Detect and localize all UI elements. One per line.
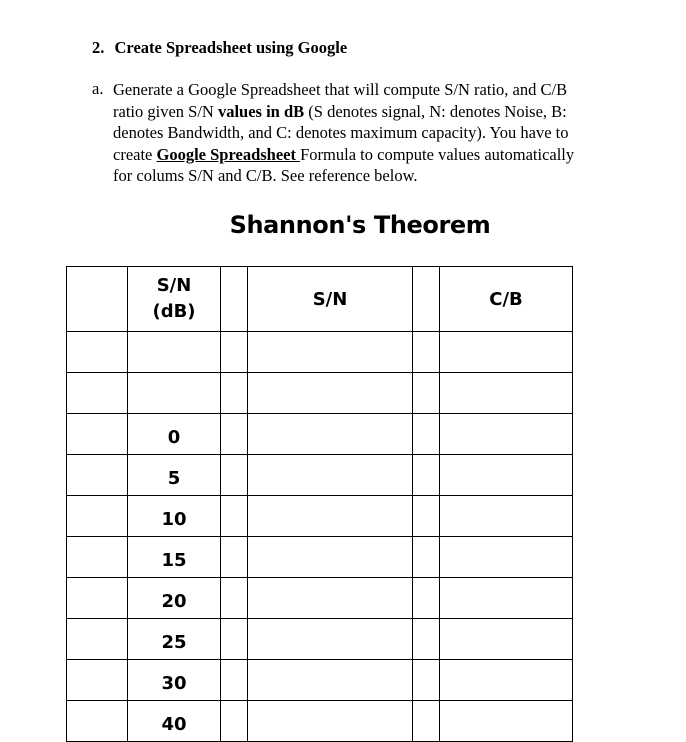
cell-cb[interactable] bbox=[440, 537, 573, 578]
cell-blank[interactable] bbox=[67, 496, 128, 537]
table-row bbox=[67, 332, 573, 373]
cell-blank[interactable] bbox=[221, 373, 248, 414]
cell-sn-db[interactable]: 30 bbox=[128, 660, 221, 701]
cell-blank[interactable] bbox=[221, 332, 248, 373]
cell-blank[interactable] bbox=[221, 578, 248, 619]
cell-blank[interactable] bbox=[221, 701, 248, 742]
paragraph-line-2 bbox=[113, 101, 653, 123]
table-row bbox=[67, 701, 573, 742]
cell-blank[interactable] bbox=[221, 619, 248, 660]
cell-blank[interactable] bbox=[221, 660, 248, 701]
cell-sn-db[interactable]: 40 bbox=[128, 701, 221, 742]
header-sn: S/N bbox=[248, 267, 413, 332]
paragraph-line-1: Generate a Google Spreadsheet that will compute S/N ratio, and C/B bbox=[113, 80, 568, 99]
paragraph-line-5: for colums S/N and C/B. See reference below. bbox=[113, 166, 418, 186]
cell-sn-db[interactable]: 15 bbox=[128, 537, 221, 578]
item-letter: a. bbox=[92, 79, 104, 98]
cell-sn-db[interactable]: 5 bbox=[128, 455, 221, 496]
cell-blank[interactable] bbox=[67, 332, 128, 373]
paragraph-line-3: denotes Bandwidth, and C: denotes maximum capacity). You have to bbox=[113, 123, 569, 143]
cell-blank[interactable] bbox=[67, 619, 128, 660]
cell-sn-db[interactable] bbox=[128, 373, 221, 414]
cell-sn-db[interactable] bbox=[128, 332, 221, 373]
line4-text-end: Formula to compute values automatically bbox=[300, 144, 575, 164]
cell-sn-db[interactable]: 0 bbox=[128, 414, 221, 455]
cell-sn-db[interactable]: 20 bbox=[128, 578, 221, 619]
cell-sn[interactable] bbox=[248, 455, 413, 496]
table-header-row bbox=[67, 267, 573, 332]
cell-blank[interactable] bbox=[413, 578, 440, 619]
header-sn-db-line2: (dB) bbox=[152, 301, 196, 322]
line2-text-end: (S denotes signal, N: denotes Noise, B: bbox=[304, 101, 567, 121]
cell-sn[interactable] bbox=[248, 537, 413, 578]
cell-cb[interactable] bbox=[440, 455, 573, 496]
cell-cb[interactable] bbox=[440, 619, 573, 660]
cell-blank[interactable] bbox=[67, 660, 128, 701]
table-row bbox=[67, 537, 573, 578]
table-title: Shannon's Theorem bbox=[229, 211, 491, 239]
instruction-paragraph bbox=[113, 79, 653, 187]
cell-blank[interactable] bbox=[413, 537, 440, 578]
cell-blank[interactable] bbox=[413, 332, 440, 373]
cell-blank[interactable] bbox=[413, 496, 440, 537]
cell-blank[interactable] bbox=[67, 455, 128, 496]
cell-sn[interactable] bbox=[248, 701, 413, 742]
cell-sn[interactable] bbox=[248, 578, 413, 619]
table-row bbox=[67, 414, 573, 455]
cell-cb[interactable] bbox=[440, 373, 573, 414]
cell-cb[interactable] bbox=[440, 578, 573, 619]
cell-blank[interactable] bbox=[221, 455, 248, 496]
cell-blank[interactable] bbox=[413, 701, 440, 742]
table-row bbox=[67, 660, 573, 701]
cell-sn-db[interactable]: 25 bbox=[128, 619, 221, 660]
cell-sn[interactable] bbox=[248, 332, 413, 373]
cell-blank[interactable] bbox=[67, 267, 128, 332]
shannon-table bbox=[66, 266, 573, 742]
cell-blank[interactable] bbox=[413, 373, 440, 414]
cell-sn[interactable] bbox=[248, 373, 413, 414]
header-cb: C/B bbox=[440, 267, 573, 332]
cell-blank[interactable] bbox=[413, 660, 440, 701]
cell-cb[interactable] bbox=[440, 701, 573, 742]
cell-blank[interactable] bbox=[221, 414, 248, 455]
cell-blank[interactable] bbox=[67, 701, 128, 742]
section-title: Create Spreadsheet using Google bbox=[114, 38, 348, 57]
table-row bbox=[67, 578, 573, 619]
cell-blank[interactable] bbox=[67, 537, 128, 578]
cell-cb[interactable] bbox=[440, 660, 573, 701]
cell-sn[interactable] bbox=[248, 414, 413, 455]
header-sn-db bbox=[128, 267, 221, 332]
cell-blank[interactable] bbox=[67, 373, 128, 414]
cell-sn[interactable] bbox=[248, 496, 413, 537]
cell-blank[interactable] bbox=[413, 455, 440, 496]
line2-text: ratio given S/N bbox=[113, 101, 218, 121]
table-row bbox=[67, 619, 573, 660]
table-row bbox=[67, 373, 573, 414]
cell-blank[interactable] bbox=[67, 414, 128, 455]
cell-sn-db[interactable]: 10 bbox=[128, 496, 221, 537]
cell-sn[interactable] bbox=[248, 660, 413, 701]
table-row bbox=[67, 496, 573, 537]
table-row bbox=[67, 455, 573, 496]
cell-blank[interactable] bbox=[413, 619, 440, 660]
cell-blank[interactable] bbox=[221, 267, 248, 332]
line4-text: create bbox=[113, 144, 157, 164]
cell-blank[interactable] bbox=[221, 537, 248, 578]
google-spreadsheet-link[interactable]: Google Spreadsheet bbox=[156, 144, 301, 164]
cell-blank[interactable] bbox=[221, 496, 248, 537]
section-heading bbox=[92, 38, 347, 58]
paragraph-line-4 bbox=[113, 144, 653, 166]
cell-cb[interactable] bbox=[440, 414, 573, 455]
cell-blank[interactable] bbox=[413, 414, 440, 455]
header-sn-db-line1: S/N bbox=[156, 275, 192, 296]
section-number: 2. bbox=[92, 38, 105, 57]
cell-blank[interactable] bbox=[67, 578, 128, 619]
cell-cb[interactable] bbox=[440, 496, 573, 537]
cell-sn[interactable] bbox=[248, 619, 413, 660]
line2-bold-text: values in dB bbox=[217, 101, 305, 121]
cell-blank[interactable] bbox=[413, 267, 440, 332]
cell-cb[interactable] bbox=[440, 332, 573, 373]
